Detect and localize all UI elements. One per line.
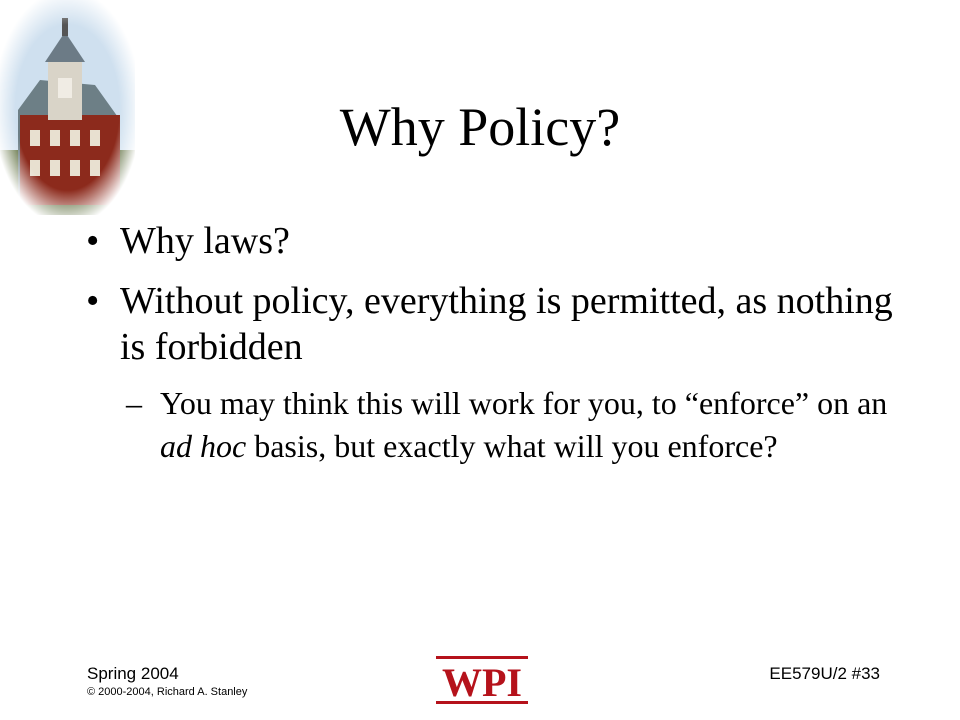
footer-slide-number: EE579U/2 #33 [769,664,880,683]
sub-bullet-text-part1: You may think this will work for you, to “enforce” on an [160,385,888,421]
bullet-marker: • [86,220,100,262]
footer-copyright: © 2000-2004, Richard A. Stanley [87,686,248,698]
bullet-marker: • [86,280,100,322]
bullet-text: Without policy, everything is permitted, as nothing is forbidden [120,280,893,368]
sub-bullet-text-italic: ad hoc [160,428,247,464]
sub-bullet-item [78,382,898,468]
bullet-item [78,278,898,370]
footer-term: Spring 2004 [87,664,179,683]
slide-body [78,218,898,468]
dash-marker: – [126,385,142,421]
bullet-text: Why laws? [120,220,290,262]
wpi-logo [434,654,530,706]
slide-title: Why Policy? [339,97,621,157]
logo-text: WPI [442,660,522,705]
sub-bullet-text-part2: basis, but exactly what will you enforce? [246,428,778,464]
bullet-item [78,218,898,264]
